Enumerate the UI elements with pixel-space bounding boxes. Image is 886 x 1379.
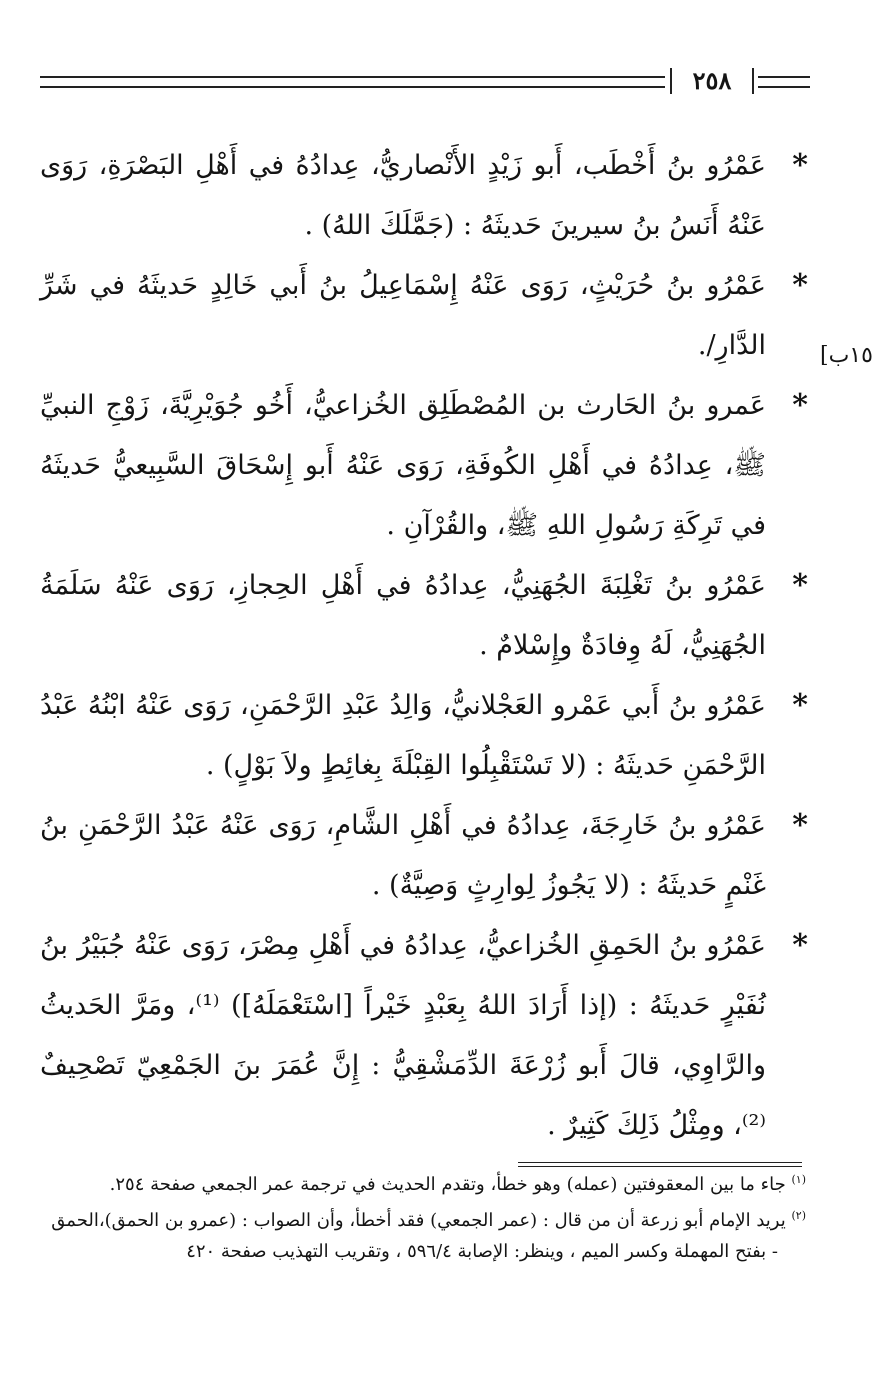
footnote <box>40 1200 808 1236</box>
entry <box>40 796 808 916</box>
footnote-text: يريد الإمام أبو زرعة أن من قال : (عمر الجمعي) فقد أخطأ، وأن الصواب : (عمرو بن الحمق)،الحمق <box>51 1210 786 1231</box>
entry <box>40 916 808 1156</box>
header-bar <box>752 68 754 94</box>
bullet-star: * <box>792 808 808 843</box>
entry-text: عَمْرُو بنُ الحَمِقِ الخُزاعيُّ، عِدادُهُ في أَهْلِ مِصْرَ، رَوَى عَنْهُ جُبَيْرُ بنُ نُفَيْرٍ حَديثَهُ : (إذا أَرَادَ اللهُ بِعَبْدٍ خَيْراً [اسْتَعْمَلَهُ]) ⁽¹⁾، ومَرَّ الحَديثُ والرَّاوِي، قالَ أَبو زُرْعَةَ الدِّمَشْقِيُّ : إِنَّ عُمَرَ بنَ الجَمْعِيّ تَصْحِيفٌ ⁽²⁾، ومِثْلُ ذَلِكَ كَثِيرٌ . <box>40 930 766 1141</box>
footnote-text: جاء ما بين المعقوفتين (عمله) وهو خطأ، وتقدم الحديث في ترجمة عمر الجمعي صفحة ٢٥٤. <box>109 1174 786 1195</box>
bullet-star: * <box>792 148 808 183</box>
entry-text: عَمْرُو بنُ تَغْلِبَةَ الجُهَنِيُّ، عِدادُهُ في أَهْلِ الحِجازِ، رَوَى عَنْهُ سَلَمَةُ الجُهَنِيُّ، لَهُ وِفادَةٌ وإِسْلامٌ . <box>40 570 766 661</box>
bullet-star: * <box>792 928 808 963</box>
entry <box>40 256 808 376</box>
footnotes <box>40 1164 808 1267</box>
entry <box>40 556 808 676</box>
footnote-marker: (٢) <box>791 1209 806 1222</box>
entry <box>40 676 808 796</box>
entry <box>40 136 808 256</box>
entry-text: عَمْرُو بنُ أَخْطَب، أَبو زَيْدٍ الأَنْصاريُّ، عِدادُهُ في أَهْلِ البَصْرَةِ، رَوَى عَنْهُ أَنَسُ بنُ سيرينَ حَديثَهُ : (جَمَّلَكَ اللهُ) . <box>40 150 766 241</box>
bullet-star: * <box>792 268 808 303</box>
page-header <box>40 66 810 96</box>
entry-text: عَمْرُو بنُ أَبي عَمْرو العَجْلانيُّ، وَالِدُ عَبْدِ الرَّحْمَنِ، رَوَى عَنْهُ ابْنُهُ عَبْدُ الرَّحْمَنِ حَديثَهُ : (لا تَسْتَقْبِلُوا القِبْلَةَ بِغائِطٍ ولاَ بَوْلٍ) . <box>40 690 766 781</box>
footnote-continuation: - بفتح المهملة وكسر الميم ، وينظر: الإصابة ٥٩٦/٤ ، وتقريب التهذيب صفحة ٤٢٠ <box>186 1241 778 1262</box>
page-number: ٢٥٨ <box>692 66 732 95</box>
entry <box>40 376 808 556</box>
entry-text: عَمرو بنُ الحَارث بن المُصْطَلِق الخُزاعيُّ، أَخُو جُوَيْرِيَّةَ، زَوْجِ النبيِّ ﷺ، عِدادُهُ في أَهْلِ الكُوفَةِ، رَوَى عَنْهُ أَبو إِسْحَاقَ السَّبِيعيُّ حَديثَهُ في تَرِكَةِ رَسُولِ اللهِ ﷺ، والقُرْآنِ . <box>40 390 766 541</box>
entry-text: عَمْرُو بنُ حُرَيْثٍ، رَوَى عَنْهُ إِسْمَاعِيلُ بنُ أَبي خَالِدٍ حَديثَهُ في شَرِّ الدَّارِ/. <box>40 270 766 361</box>
footnote <box>40 1164 808 1200</box>
entry-text: عَمْرُو بنُ خَارِجَةَ، عِدادُهُ في أَهْلِ الشَّامِ، رَوَى عَنْهُ عَبْدُ الرَّحْمَنِ بنُ غَنْمٍ حَديثَهُ : (لا يَجُوزُ لِوارِثٍ وَصِيَّةٌ) . <box>40 810 766 901</box>
header-rule-left <box>40 76 665 88</box>
header-bar <box>670 68 672 94</box>
bullet-star: * <box>792 388 808 423</box>
footnote-marker: (١) <box>791 1173 806 1186</box>
header-rule-right <box>758 76 810 88</box>
margin-folio-note: ١٥ب] <box>820 343 873 368</box>
bullet-star: * <box>792 568 808 603</box>
bullet-star: * <box>792 688 808 723</box>
main-text <box>40 136 808 1156</box>
